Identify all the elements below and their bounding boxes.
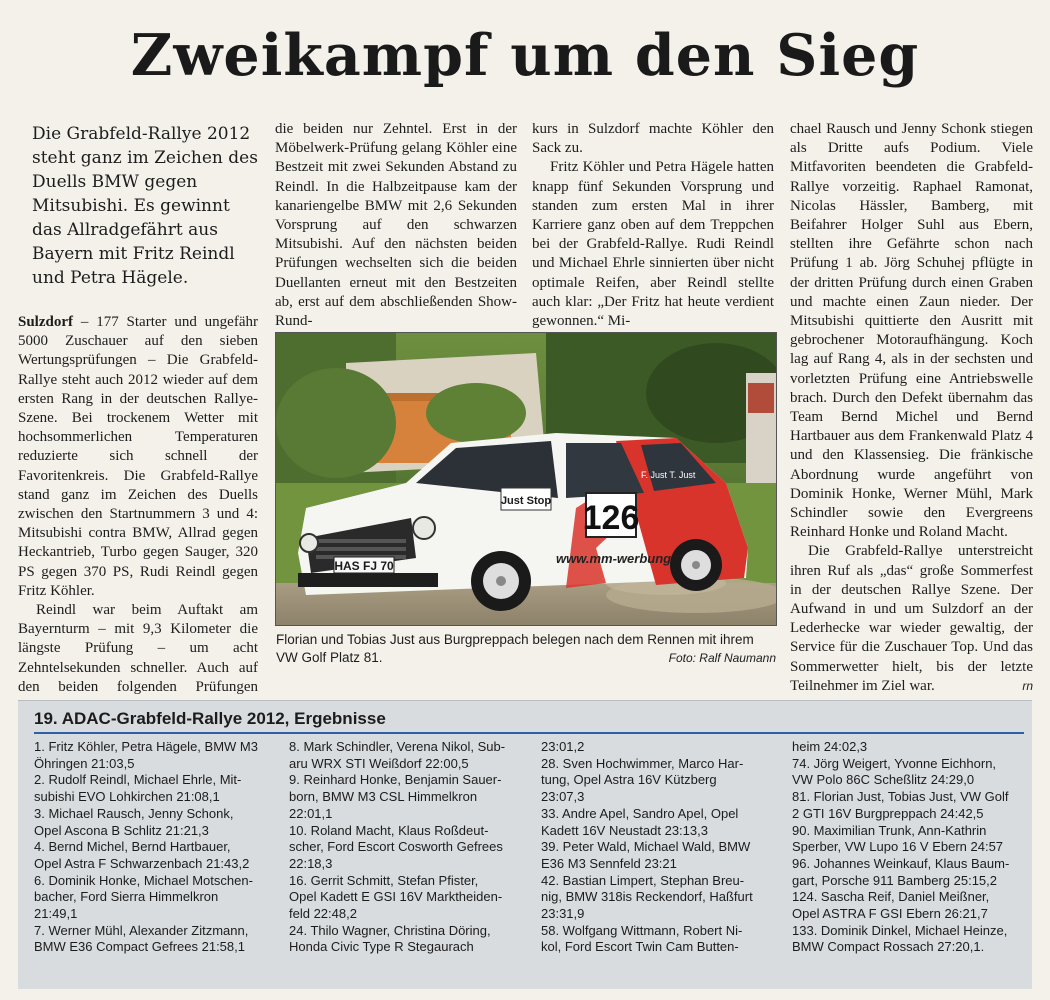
result-line: 58. Wolfgang Wittmann, Robert Ni-: [541, 922, 743, 938]
headline: Zweikampf um den Sieg: [130, 22, 920, 89]
result-line: feld 22:48,2: [289, 906, 357, 922]
dateline-location: Sulzdorf: [18, 314, 74, 330]
result-line: born, BMW M3 CSL Himmelkron: [289, 789, 478, 805]
article-paragraph-4: chael Rausch und Jenny Schonk stiegen als Dritte aufs Podium. Viele Mitfavoriten beendeten die Grabfeld-Rallye vorzeitig. Raphael Ramonat, Nicolas Hässler, Bamberg, mit Beifahrer Holger Suhl aus Ebern, stellten ihre Gefährte schon nach Prüfung 1 ab. Jörg Schuhej pflügte in der dritten Prüfung durch einen Graben und machte einen Zaun nieder. Der Mitsubishi quittierte den Ausritt mit gebrochener Motoraufhängung. Koch lag auf Rang 4, als in der sechsten und vorletzten Prüfung eine Antriebswelle brach. Durch den Defekt übernahm das Team Bernd Michel und Bernd Hartbauer aus dem Frankenwald Platz 4 und den Klassensieg. Die fränkische Abordnung wurde angeführt von Dominik Honke, Werner Mühl, Mark Schindler sowie den Evergreens Reinhard Honke und Roland Macht.: [790, 121, 1033, 541]
photo-caption-block: [276, 631, 776, 667]
result-line: aru WRX STI Weißdorf 22:00,5: [289, 755, 469, 771]
result-line: 9. Reinhard Honke, Benjamin Sauer-: [289, 772, 502, 788]
result-line: 10. Roland Macht, Klaus Roßdeut-: [289, 822, 489, 838]
result-line: scher, Ford Escort Cosworth Gefrees: [289, 839, 503, 855]
result-line: 124. Sascha Reif, Daniel Meißner,: [792, 889, 990, 905]
result-line: 90. Maximilian Trunk, Ann-Kathrin: [792, 822, 987, 838]
result-line: Honda Civic Type R Stegaurach: [289, 939, 474, 955]
license-plate: HAS FJ 70: [334, 559, 394, 573]
article-paragraph-2b: die beiden nur Zehntel. Erst in der Möbelwerk-Prüfung gelang Köhler eine Bestzeit mit zwei Sekunden Abstand zu Reindl. In die Halbzeitpause kam der kanariengelbe BMW mit 2,6 Sekunden Vorsprung auf den schwarzen Mitsubishi. Auf den nächsten beiden Prüfungen wechselten sich die beiden Duellanten erneut mit den Bestzeiten ab, erst auf dem abschließenden Show-Rund-: [275, 121, 517, 330]
article-column-1: [18, 313, 258, 716]
rally-photo: [275, 332, 777, 626]
result-line: BMW E36 Compact Gefrees 21:58,1: [34, 939, 245, 955]
rally-car-illustration: [276, 333, 776, 625]
result-line: 133. Dominik Dinkel, Michael Heinze,: [792, 922, 1008, 938]
result-line: Opel ASTRA F GSI Ebern 26:21,7: [792, 906, 988, 922]
result-line: Opel Ascona B Schlitz 21:21,3: [34, 822, 209, 838]
results-title: 19. ADAC-Grabfeld-Rallye 2012, Ergebnisse: [34, 709, 386, 728]
sponsor-sticker: Just Stop: [500, 495, 552, 507]
result-line: 81. Florian Just, Tobias Just, VW Golf: [792, 789, 1009, 805]
result-line: 21:49,1: [34, 906, 78, 922]
article-column-4: [790, 120, 1033, 696]
result-line: Öhringen 21:03,5: [34, 755, 135, 771]
result-line: 16. Gerrit Schmitt, Stefan Pfister,: [289, 872, 479, 888]
article-paragraph-1: – 177 Starter und ungefähr 5000 Zuschauer auf den sieben Wertungsprüfungen – Die Grabfeld-Rallye steht auch 2012 wieder auf dem ersten Rang in der deutschen Rallye-Szene. Bei trockenem Wetter mit hochsommerlichen Temperaturen reduzierte sich schnell der Favoritenkreis. Die Grabfeld-Rallye stand ganz im Zeichen des Duells zwischen den Startnummern 3 und 4: Mitsubishi contra BMW, Allrad gegen Heckantrieb, Turbo gegen Sauger, 320 PS gegen 370 PS, Rudi Reindl gegen Fritz Köhler.: [18, 314, 258, 599]
result-line: 23:01,2: [541, 739, 585, 754]
article-paragraph-2c: kurs in Sulzdorf machte Köhler den Sack zu.: [532, 121, 774, 157]
article-column-2: [275, 120, 517, 331]
result-line: 96. Johannes Weinkauf, Klaus Baum-: [792, 855, 1010, 871]
result-line: Opel Kadett E GSI 16V Marktheiden-: [289, 889, 503, 905]
result-line: kol, Ford Escort Twin Cam Butten-: [541, 939, 739, 955]
article-column-3: [532, 120, 774, 331]
results-box: [18, 700, 1032, 989]
results-title-rule: [34, 732, 1024, 734]
result-line: Sperber, VW Lupo 16 V Ebern 24:57: [792, 839, 1004, 855]
result-line: heim 24:02,3: [792, 739, 868, 754]
result-line: 4. Bernd Michel, Bernd Hartbauer,: [34, 839, 231, 855]
result-line: 1. Fritz Köhler, Petra Hägele, BMW M3: [34, 739, 258, 754]
result-line: tung, Opel Astra 16V Kützberg: [541, 772, 717, 788]
result-line: gart, Porsche 911 Bamberg 25:15,2: [792, 872, 997, 888]
result-line: Kadett 16V Neustadt 23:13,3: [541, 822, 708, 838]
result-line: E36 M3 Sennfeld 23:21: [541, 855, 677, 871]
result-line: 28. Sven Hochwimmer, Marco Har-: [541, 755, 744, 771]
result-line: 2. Rudolf Reindl, Michael Ehrle, Mit-: [34, 772, 242, 788]
result-line: VW Polo 86C Scheßlitz 24:29,0: [792, 772, 975, 788]
photo-caption: Florian und Tobias Just aus Burgpreppach belegen nach dem Rennen mit ihrem VW Golf Platz 81.: [276, 632, 754, 665]
result-line: 23:31,9: [541, 906, 585, 922]
results-column-1: [34, 739, 279, 956]
result-line: 74. Jörg Weigert, Yvonne Eichhorn,: [792, 755, 997, 771]
article-paragraph-2a: Reindl war beim Auftakt am Bayernturm – mit 9,3 Kilometer die längste Prüfung – um acht Zehntelsekunden schneller. Auch auf den beiden folgenden Prüfungen: [18, 602, 258, 695]
car-website-lettering: www.mm-werbung: [556, 551, 672, 566]
crew-names-window: F. Just T. Just: [641, 470, 696, 480]
result-line: 24. Thilo Wagner, Christina Döring,: [289, 922, 491, 938]
photo-credit: Foto: Ralf Naumann: [668, 651, 776, 665]
result-line: Opel Astra F Schwarzenbach 21:43,2: [34, 855, 250, 871]
results-column-4: [792, 739, 1037, 956]
result-line: 7. Werner Mühl, Alexander Zitzmann,: [34, 922, 249, 938]
article-paragraph-3: Fritz Köhler und Petra Hägele hatten knapp fünf Sekunden Vorsprung und standen zum ersten Mal in ihrer Karriere ganz oben auf dem Treppchen bei der Grabfeld-Rallye. Rudi Reindl und Michael Ehrle sinnierten über nicht optimale Reifen, aber Reindl stellte auch klar: „Der Fritz hat heute verdient gewonnen.“ Mi-: [532, 159, 774, 330]
result-line: 2 GTI 16V Burgpreppach 24:42,5: [792, 805, 984, 821]
result-line: 33. Andre Apel, Sandro Apel, Opel: [541, 805, 739, 821]
result-line: 22:01,1: [289, 805, 333, 821]
result-line: 3. Michael Rausch, Jenny Schonk,: [34, 805, 234, 821]
author-signature: rn: [1022, 678, 1033, 693]
result-line: 39. Peter Wald, Michael Wald, BMW: [541, 839, 751, 855]
result-line: 22:18,3: [289, 855, 333, 871]
result-line: 42. Bastian Limpert, Stephan Breu-: [541, 872, 745, 888]
result-line: BMW Compact Rossach 27:20,1.: [792, 939, 985, 955]
start-number: 126: [582, 499, 640, 537]
result-line: 8. Mark Schindler, Verena Nikol, Sub-: [289, 739, 506, 754]
result-line: subishi EVO Lohkirchen 21:08,1: [34, 789, 220, 805]
article-paragraph-5: Die Grabfeld-Rallye unterstreicht ihren Ruf als „das“ große Sommerfest in der deutschen Rallye Szene. Der Aufwand in und um Sulzdorf an der Lederhecke war wieder gewaltig, der Service für die Zuschauer Top. Und das Sommerwetter hielt, bis der letzte Teilnehmer im Ziel war.: [790, 543, 1033, 694]
result-line: bacher, Ford Sierra Himmelkron: [34, 889, 219, 905]
result-line: 6. Dominik Honke, Michael Motschen-: [34, 872, 253, 888]
results-column-3: [541, 739, 786, 956]
lead-paragraph: Die Grabfeld-Rallye 2012 steht ganz im Zeichen des Duells BMW gegen Mitsubishi. Es gewinnt das Allradgefährt aus Bayern mit Fritz Reindl und Petra Hägele.: [32, 124, 258, 288]
results-column-2: [289, 739, 534, 956]
result-line: 23:07,3: [541, 789, 585, 805]
result-line: nig, BMW 318is Reckendorf, Haßfurt: [541, 889, 753, 905]
